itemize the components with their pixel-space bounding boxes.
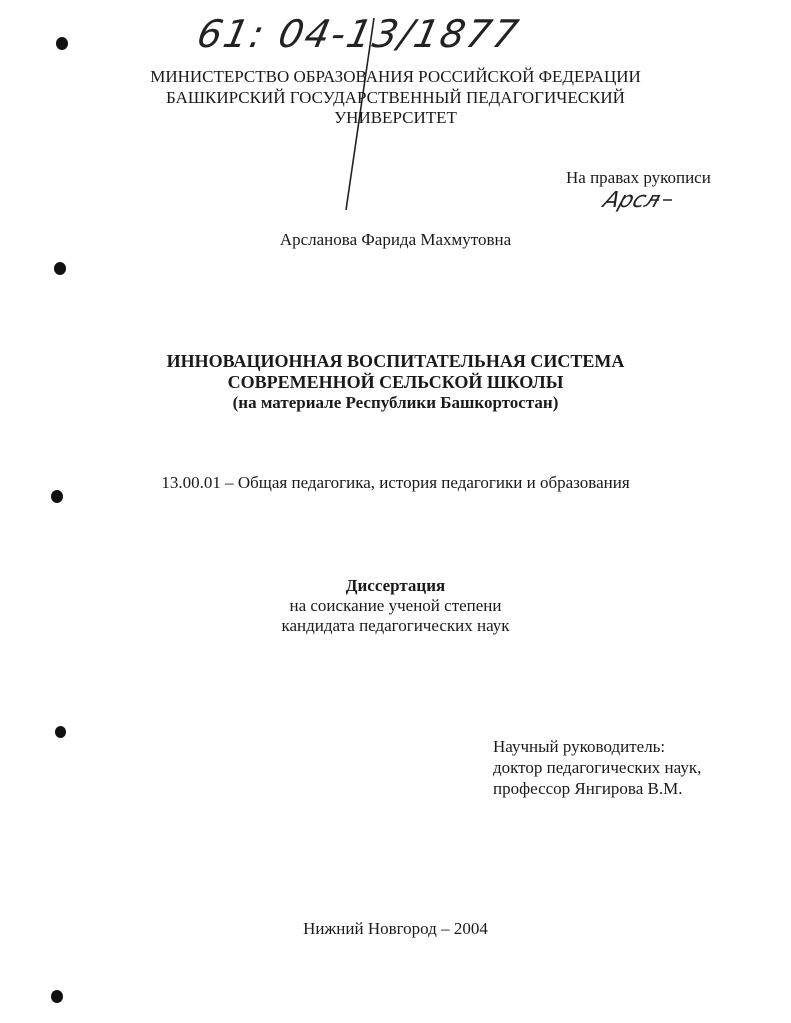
thesis-type: Диссертация bbox=[345, 576, 446, 595]
supervisor-degree: доктор педагогических наук, bbox=[493, 758, 702, 777]
ministry-line: МИНИСТЕРСТВО ОБРАЗОВАНИЯ РОССИЙСКОЙ ФЕДЕРАЦИИ bbox=[150, 67, 641, 86]
university-line-2: УНИВЕРСИТЕТ bbox=[334, 108, 457, 127]
thesis-purpose: на соискание ученой степени bbox=[289, 596, 502, 615]
title-line: СОВРЕМЕННОЙ СЕЛЬСКОЙ ШКОЛЫ bbox=[227, 372, 564, 392]
punch-hole bbox=[51, 990, 63, 1003]
supervisor-name: профессор Янгирова В.М. bbox=[493, 779, 683, 798]
manuscript-note: На правах рукописи bbox=[566, 168, 711, 187]
signature-dash bbox=[650, 196, 674, 204]
university-line: БАШКИРСКИЙ ГОСУДАРСТВЕННЫЙ ПЕДАГОГИЧЕСКИЙ bbox=[166, 88, 625, 107]
punch-hole bbox=[54, 262, 66, 275]
signature: Арсл bbox=[600, 188, 664, 213]
title-subtitle: (на материале Республики Башкортостан) bbox=[232, 393, 559, 412]
supervisor-label: Научный руководитель: bbox=[493, 737, 666, 756]
punch-hole bbox=[56, 37, 68, 50]
author-name: Арсланова Фарида Махмутовна bbox=[279, 230, 512, 249]
thesis-degree: кандидата педагогических наук bbox=[281, 616, 510, 635]
punch-hole bbox=[55, 726, 66, 738]
specialty-code: 13.00.01 – Общая педагогика, история педагогики и образования bbox=[161, 473, 630, 492]
title-line: ИННОВАЦИОННАЯ ВОСПИТАТЕЛЬНАЯ СИСТЕМА bbox=[166, 351, 625, 371]
archive-number: 61: 04-13/1877 bbox=[193, 12, 524, 56]
city-year: Нижний Новгород – 2004 bbox=[303, 919, 488, 938]
